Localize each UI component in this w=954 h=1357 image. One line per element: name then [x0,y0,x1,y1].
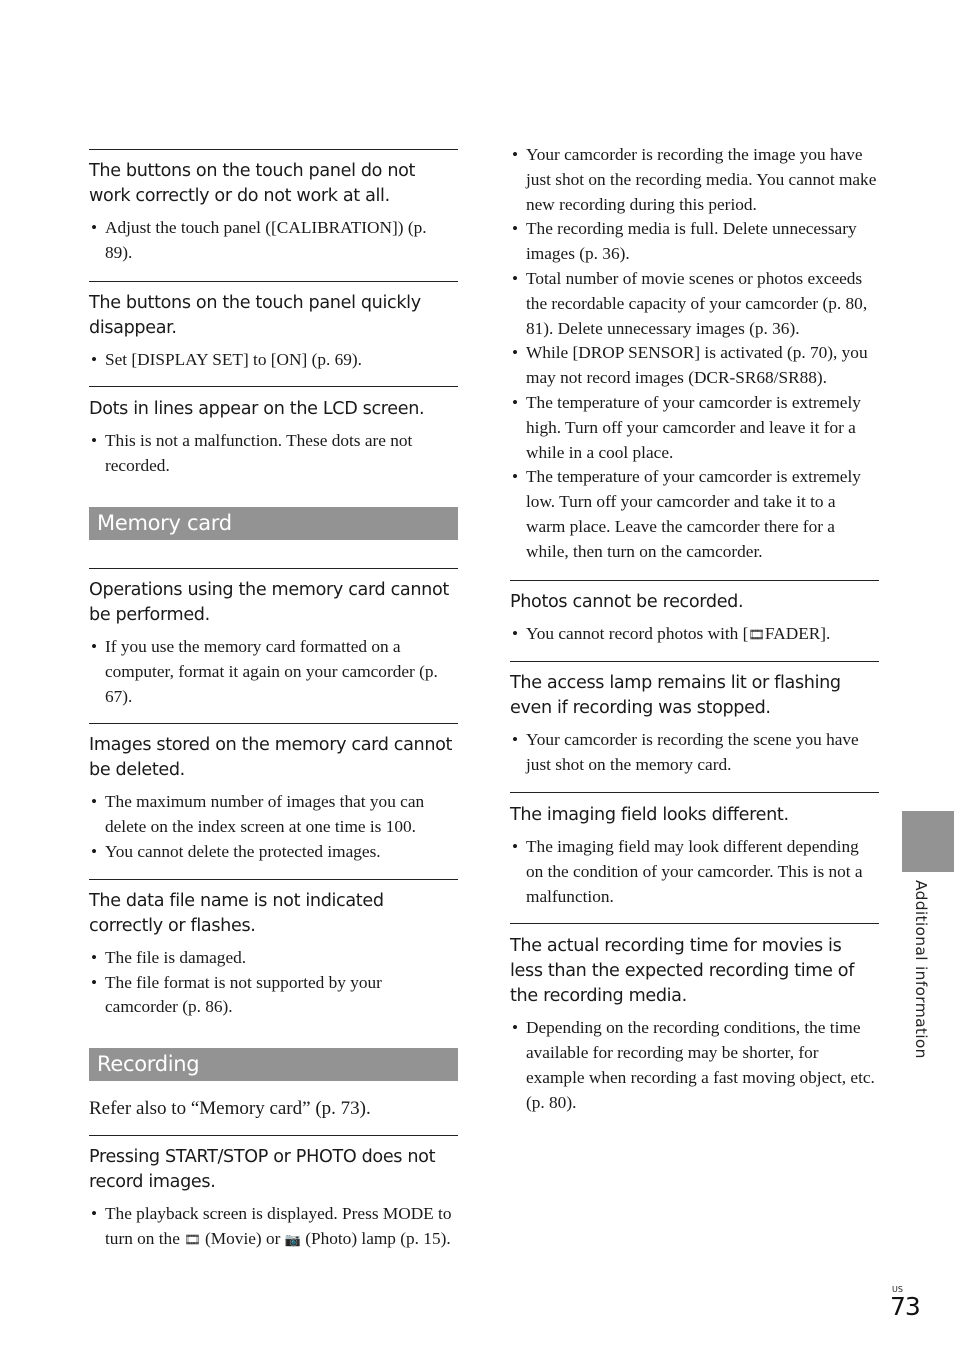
section-divider [510,792,879,793]
camera-icon: 📷 [284,1231,301,1247]
list-item: • Your camcorder is recording the image you have just shot on the recording media. You cannot make new recording during this period. [510,143,879,217]
list-item-text: The playback screen is displayed. Press MODE to turn on the [105,1204,452,1248]
list-item-text: (Movie) or [200,1228,285,1248]
bullet-list [89,635,458,709]
bullet-list [510,143,879,565]
list-item: • While [DROP SENSOR] is activated (p. 70), you may not record images (DCR-SR68/SR88). [510,341,885,391]
bullet-list [510,1016,879,1115]
section-divider [510,923,879,924]
section-header-memory-card: Memory card [89,507,458,540]
left-column [89,0,458,1253]
movie-icon: 🎞 [184,1231,201,1247]
refer-text: Refer also to “Memory card” (p. 73). [89,1098,371,1120]
list-item: • The file format is not supported by your camcorder (p. 86). [89,971,458,1021]
list-item: • Depending on the recording conditions, the time available for recording may be shorter, for example when recording a fast moving object, etc. (p. 80). [510,1016,879,1115]
section-title: Dots in lines appear on the LCD screen. [89,399,425,420]
section-divider [89,1135,458,1136]
list-item: • You cannot delete the protected images. [89,840,458,865]
list-item: • This is not a malfunction. These dots are not recorded. [89,429,458,479]
section-title: The imaging field looks different. [510,804,789,825]
section-title: Operations using the memory card cannot be performed. [89,579,449,625]
section-title: Photos cannot be recorded. [510,591,744,612]
bullet-list [510,728,879,778]
list-item-text: You cannot record photos with [ [526,623,749,643]
section-title: The buttons on the touch panel do not work correctly or do not work at all. [89,161,416,206]
bullet-list [510,622,879,648]
section-divider [89,386,458,387]
section-divider [89,568,458,569]
section-title: The access lamp remains lit or flashing even if recording was stopped. [510,673,841,719]
bullet-list [89,1202,458,1253]
list-item: • If you use the memory card formatted on a computer, format it again on your camcorder (p. 67). [89,635,458,709]
right-column [510,0,879,1116]
section-divider [89,723,458,724]
page-number: 73 [890,1292,920,1321]
list-item: • The maximum number of images that you can delete on the index screen at one time is 100. [89,790,458,840]
bullet-list [89,348,458,373]
section-title: The actual recording time for movies is less than the expected recording time of the recording media. [510,936,855,1007]
side-tab [902,811,954,872]
list-item: • Your camcorder is recording the scene you have just shot on the memory card. [510,728,879,778]
list-item: • Set [DISPLAY SET] to [ON] (p. 69). [89,348,458,373]
list-item: • The temperature of your camcorder is extremely low. Turn off your camcorder and take it to a warm place. Leave the camcorder there for a while, then turn on the camcorder. [510,465,879,564]
bullet-list [89,946,458,1020]
section-divider [510,580,879,581]
list-item [89,1202,458,1253]
bullet-list [510,835,879,909]
list-item: • The temperature of your camcorder is extremely high. Turn off your camcorder and leave it for a while in a cool place. [510,391,879,465]
section-title: Pressing START/STOP or PHOTO does not record images. [89,1147,436,1193]
list-item-text: FADER]. [764,623,831,643]
section-header-recording: Recording [89,1048,458,1081]
bullet-list [89,216,458,266]
section-title: Images stored on the memory card cannot be deleted. [89,735,453,781]
list-item: • Adjust the touch panel ([CALIBRATION]) (p. 89). [89,216,458,266]
section-divider [89,281,458,282]
region-code: US [892,1285,903,1294]
section-title: The buttons on the touch panel quickly disappear. [89,292,421,338]
fader-icon: 🎞 [748,626,765,642]
side-tab-label: Additional information [912,880,930,1059]
bullet-list [89,790,458,864]
bullet-list [89,429,458,479]
list-item: • The file is damaged. [89,946,458,971]
section-title: The data file name is not indicated correctly or flashes. [89,890,384,936]
list-item [510,622,879,648]
list-item: • The recording media is full. Delete unnecessary images (p. 36). [510,217,879,267]
section-divider [89,149,458,150]
list-item: • Total number of movie scenes or photos exceeds the recordable capacity of your camcorder (p. 80, 81). Delete unnecessary images (p. 36). [510,267,879,341]
section-divider [510,661,879,662]
list-item: • The imaging field may look different depending on the condition of your camcorder. This is not a malfunction. [510,835,879,909]
section-divider [89,879,458,880]
list-item-text: (Photo) lamp (p. 15). [300,1228,451,1248]
